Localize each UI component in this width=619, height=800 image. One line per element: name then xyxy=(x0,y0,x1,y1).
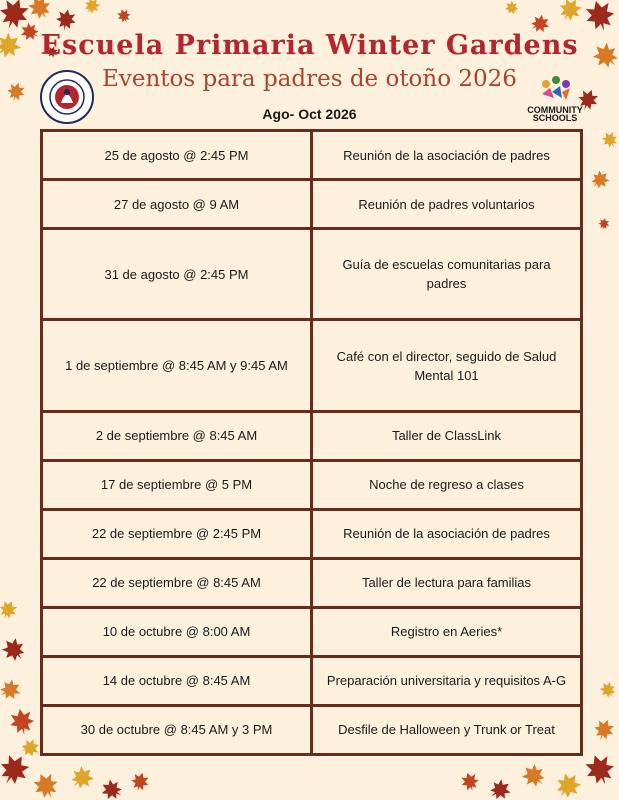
community-schools-logo-text: COMMUNITY SCHOOLS xyxy=(527,105,583,123)
event-date: 10 de octubre @ 8:00 AM xyxy=(42,607,312,656)
event-date: 31 de agosto @ 2:45 PM xyxy=(42,229,312,320)
event-name: Café con el director, seguido de Salud Mental 101 xyxy=(312,320,582,411)
page-subtitle: Eventos para padres de otoño 2026 xyxy=(102,66,517,92)
table-row xyxy=(42,607,582,656)
event-name: Taller de ClassLink xyxy=(312,411,582,460)
event-date: 22 de septiembre @ 8:45 AM xyxy=(42,558,312,607)
event-date: 14 de octubre @ 8:45 AM xyxy=(42,656,312,705)
event-date: 17 de septiembre @ 5 PM xyxy=(42,460,312,509)
table-row xyxy=(42,558,582,607)
event-date: 22 de septiembre @ 2:45 PM xyxy=(42,509,312,558)
event-date: 1 de septiembre @ 8:45 AM y 9:45 AM xyxy=(42,320,312,411)
table-row xyxy=(42,180,582,229)
event-name: Registro en Aeries* xyxy=(312,607,582,656)
events-table xyxy=(40,129,583,756)
event-date: 2 de septiembre @ 8:45 AM xyxy=(42,411,312,460)
event-name: Reunión de la asociación de padres xyxy=(312,131,582,180)
table-row xyxy=(42,131,582,180)
event-name: Reunión de la asociación de padres xyxy=(312,509,582,558)
table-row xyxy=(42,705,582,754)
event-date: 30 de octubre @ 8:45 AM y 3 PM xyxy=(42,705,312,754)
table-row xyxy=(42,229,582,320)
table-row xyxy=(42,411,582,460)
event-date: 27 de agosto @ 9 AM xyxy=(42,180,312,229)
leaf-cluster-left xyxy=(0,598,36,738)
event-name: Taller de lectura para familias xyxy=(312,558,582,607)
table-row xyxy=(42,509,582,558)
table-row xyxy=(42,320,582,411)
event-name: Guía de escuelas comunitarias para padres xyxy=(312,229,582,320)
event-name: Desfile de Halloween y Trunk or Treat xyxy=(312,705,582,754)
event-name: Noche de regreso a clases xyxy=(312,460,582,509)
table-row xyxy=(42,656,582,705)
date-range: Ago- Oct 2026 xyxy=(262,106,357,122)
event-date: 25 de agosto @ 2:45 PM xyxy=(42,131,312,180)
event-name: Reunión de padres voluntarios xyxy=(312,180,582,229)
table-row xyxy=(42,460,582,509)
event-name: Preparación universitaria y requisitos A-G xyxy=(312,656,582,705)
page-title: Escuela Primaria Winter Gardens xyxy=(40,30,579,61)
